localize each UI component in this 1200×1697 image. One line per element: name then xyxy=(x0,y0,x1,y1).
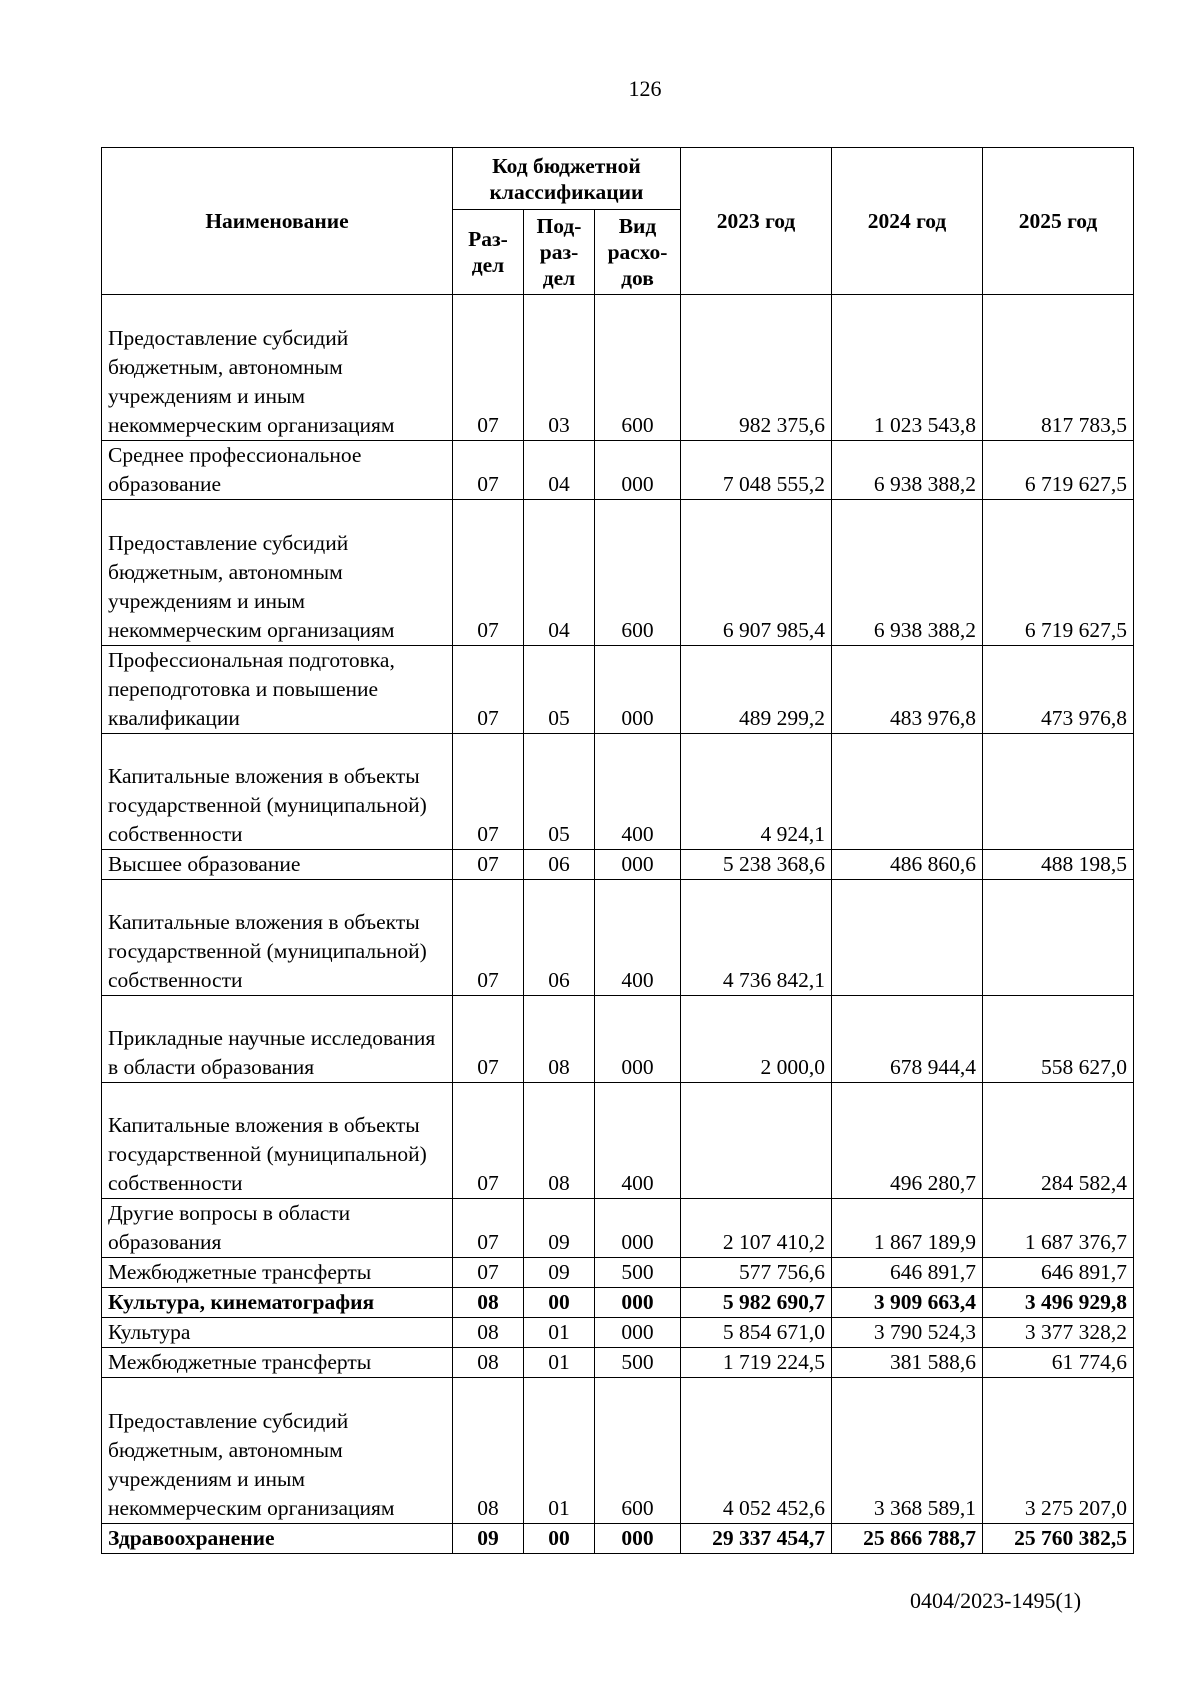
row-value-2025: 6 719 627,5 xyxy=(983,441,1134,500)
document-code: 0404/2023-1495(1) xyxy=(910,1588,1082,1613)
page-number: 126 xyxy=(628,76,662,101)
row-name: Капитальные вложения в объекты государственной (муниципальной) собственности xyxy=(102,1083,453,1199)
row-section: 08 xyxy=(453,1288,524,1318)
row-subsection: 04 xyxy=(524,441,595,500)
row-value-2025: 284 582,4 xyxy=(983,1083,1134,1199)
row-section: 09 xyxy=(453,1524,524,1554)
table-row xyxy=(102,295,1134,441)
table-row xyxy=(102,500,1134,646)
row-expense-type: 000 xyxy=(595,1288,681,1318)
row-name: Культура xyxy=(102,1318,453,1348)
table-row xyxy=(102,441,1134,500)
row-value-2023: 1 719 224,5 xyxy=(681,1348,832,1378)
row-value-2025: 3 275 207,0 xyxy=(983,1378,1134,1524)
row-expense-type: 600 xyxy=(595,1378,681,1524)
row-value-2025: 6 719 627,5 xyxy=(983,500,1134,646)
row-subsection: 05 xyxy=(524,734,595,850)
row-name: Капитальные вложения в объекты государственной (муниципальной) собственности xyxy=(102,734,453,850)
row-subsection: 04 xyxy=(524,500,595,646)
table-row xyxy=(102,734,1134,850)
row-value-2024: 1 023 543,8 xyxy=(832,295,983,441)
row-value-2025: 25 760 382,5 xyxy=(983,1524,1134,1554)
row-name: Высшее образование xyxy=(102,850,453,880)
header-2025: 2025 год xyxy=(983,148,1134,295)
row-expense-type: 500 xyxy=(595,1348,681,1378)
row-name: Капитальные вложения в объекты государственной (муниципальной) собственности xyxy=(102,880,453,996)
row-value-2025: 646 891,7 xyxy=(983,1258,1134,1288)
row-expense-type: 000 xyxy=(595,996,681,1083)
table-row xyxy=(102,1199,1134,1258)
row-name: Предоставление субсидий бюджетным, автономным учреждениям и иным некоммерческим организациям xyxy=(102,295,453,441)
row-name: Межбюджетные трансферты xyxy=(102,1348,453,1378)
row-value-2025: 558 627,0 xyxy=(983,996,1134,1083)
row-value-2025: 1 687 376,7 xyxy=(983,1199,1134,1258)
row-subsection: 09 xyxy=(524,1199,595,1258)
row-expense-type: 000 xyxy=(595,1199,681,1258)
table-row xyxy=(102,1524,1134,1554)
header-subsection: Под-раз-дел xyxy=(524,210,595,295)
row-value-2025: 61 774,6 xyxy=(983,1348,1134,1378)
row-value-2024: 486 860,6 xyxy=(832,850,983,880)
table-row xyxy=(102,1258,1134,1288)
row-subsection: 06 xyxy=(524,880,595,996)
row-name: Культура, кинематография xyxy=(102,1288,453,1318)
table-row xyxy=(102,1083,1134,1199)
row-value-2024: 3 790 524,3 xyxy=(832,1318,983,1348)
row-section: 08 xyxy=(453,1378,524,1524)
header-code-group: Код бюджетной классификации xyxy=(453,148,681,210)
row-section: 07 xyxy=(453,646,524,734)
row-value-2024: 496 280,7 xyxy=(832,1083,983,1199)
table-row xyxy=(102,850,1134,880)
row-value-2023: 2 107 410,2 xyxy=(681,1199,832,1258)
row-section: 08 xyxy=(453,1318,524,1348)
row-value-2023: 5 854 671,0 xyxy=(681,1318,832,1348)
row-value-2023: 29 337 454,7 xyxy=(681,1524,832,1554)
row-name: Другие вопросы в области образования xyxy=(102,1199,453,1258)
row-section: 07 xyxy=(453,734,524,850)
row-section: 07 xyxy=(453,441,524,500)
row-value-2024: 678 944,4 xyxy=(832,996,983,1083)
row-expense-type: 600 xyxy=(595,500,681,646)
row-expense-type: 000 xyxy=(595,850,681,880)
header-expense-type: Вид расхо-дов xyxy=(595,210,681,295)
row-value-2023: 7 048 555,2 xyxy=(681,441,832,500)
row-value-2024: 3 909 663,4 xyxy=(832,1288,983,1318)
row-subsection: 01 xyxy=(524,1348,595,1378)
row-subsection: 01 xyxy=(524,1378,595,1524)
row-value-2025: 817 783,5 xyxy=(983,295,1134,441)
row-expense-type: 500 xyxy=(595,1258,681,1288)
row-name: Предоставление субсидий бюджетным, автономным учреждениям и иным некоммерческим организациям xyxy=(102,500,453,646)
row-expense-type: 000 xyxy=(595,441,681,500)
row-section: 07 xyxy=(453,295,524,441)
row-value-2024 xyxy=(832,880,983,996)
row-subsection: 05 xyxy=(524,646,595,734)
row-expense-type: 000 xyxy=(595,1318,681,1348)
table-row xyxy=(102,646,1134,734)
row-section: 08 xyxy=(453,1348,524,1378)
row-expense-type: 000 xyxy=(595,1524,681,1554)
row-expense-type: 600 xyxy=(595,295,681,441)
row-section: 07 xyxy=(453,996,524,1083)
table-row xyxy=(102,880,1134,996)
row-expense-type: 400 xyxy=(595,1083,681,1199)
row-section: 07 xyxy=(453,1258,524,1288)
row-expense-type: 400 xyxy=(595,880,681,996)
row-value-2024: 1 867 189,9 xyxy=(832,1199,983,1258)
row-value-2024: 6 938 388,2 xyxy=(832,441,983,500)
row-value-2023: 4 924,1 xyxy=(681,734,832,850)
table-row xyxy=(102,1378,1134,1524)
row-subsection: 03 xyxy=(524,295,595,441)
row-subsection: 08 xyxy=(524,1083,595,1199)
row-subsection: 00 xyxy=(524,1288,595,1318)
row-value-2023 xyxy=(681,1083,832,1199)
row-name: Здравоохранение xyxy=(102,1524,453,1554)
row-value-2025: 3 377 328,2 xyxy=(983,1318,1134,1348)
row-value-2023: 577 756,6 xyxy=(681,1258,832,1288)
row-value-2023: 4 736 842,1 xyxy=(681,880,832,996)
row-value-2025: 3 496 929,8 xyxy=(983,1288,1134,1318)
row-subsection: 00 xyxy=(524,1524,595,1554)
row-value-2023: 5 982 690,7 xyxy=(681,1288,832,1318)
header-section: Раз-дел xyxy=(453,210,524,295)
row-value-2024 xyxy=(832,734,983,850)
row-value-2025 xyxy=(983,880,1134,996)
row-value-2024: 3 368 589,1 xyxy=(832,1378,983,1524)
table-row xyxy=(102,1348,1134,1378)
table-row xyxy=(102,1318,1134,1348)
row-section: 07 xyxy=(453,880,524,996)
row-name: Среднее профессиональное образование xyxy=(102,441,453,500)
row-subsection: 09 xyxy=(524,1258,595,1288)
row-value-2024: 25 866 788,7 xyxy=(832,1524,983,1554)
row-value-2024: 381 588,6 xyxy=(832,1348,983,1378)
row-section: 07 xyxy=(453,1199,524,1258)
row-name: Предоставление субсидий бюджетным, автономным учреждениям и иным некоммерческим организациям xyxy=(102,1378,453,1524)
header-name: Наименование xyxy=(102,148,453,295)
row-value-2023: 489 299,2 xyxy=(681,646,832,734)
table-body xyxy=(102,295,1134,1554)
row-value-2023: 5 238 368,6 xyxy=(681,850,832,880)
row-name: Межбюджетные трансферты xyxy=(102,1258,453,1288)
header-2024: 2024 год xyxy=(832,148,983,295)
row-section: 07 xyxy=(453,500,524,646)
budget-table xyxy=(101,147,1134,1554)
row-expense-type: 000 xyxy=(595,646,681,734)
row-subsection: 01 xyxy=(524,1318,595,1348)
header-2023: 2023 год xyxy=(681,148,832,295)
row-value-2025: 488 198,5 xyxy=(983,850,1134,880)
row-name: Прикладные научные исследования в области образования xyxy=(102,996,453,1083)
table-row xyxy=(102,996,1134,1083)
row-value-2024: 483 976,8 xyxy=(832,646,983,734)
row-value-2024: 6 938 388,2 xyxy=(832,500,983,646)
row-subsection: 06 xyxy=(524,850,595,880)
row-value-2024: 646 891,7 xyxy=(832,1258,983,1288)
row-name: Профессиональная подготовка, переподготовка и повышение квалификации xyxy=(102,646,453,734)
row-value-2023: 6 907 985,4 xyxy=(681,500,832,646)
row-expense-type: 400 xyxy=(595,734,681,850)
row-section: 07 xyxy=(453,1083,524,1199)
row-value-2025: 473 976,8 xyxy=(983,646,1134,734)
row-section: 07 xyxy=(453,850,524,880)
row-value-2023: 982 375,6 xyxy=(681,295,832,441)
row-value-2023: 2 000,0 xyxy=(681,996,832,1083)
row-value-2025 xyxy=(983,734,1134,850)
table-row xyxy=(102,1288,1134,1318)
row-value-2023: 4 052 452,6 xyxy=(681,1378,832,1524)
row-subsection: 08 xyxy=(524,996,595,1083)
